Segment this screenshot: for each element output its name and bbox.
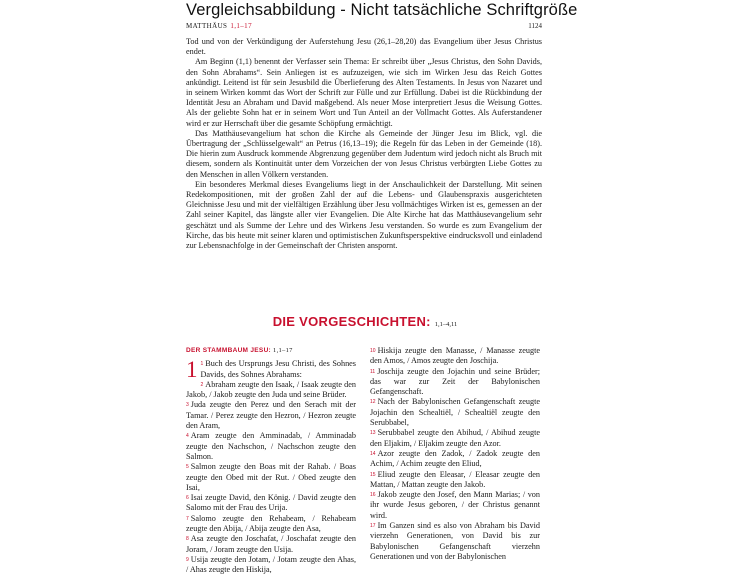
verse-number: 13	[370, 430, 376, 437]
verse-number: 7	[186, 515, 189, 522]
verse-text: Buch des Ursprungs Jesu Christi, des Sohnes Davids, des Sohnes Abrahams:	[200, 359, 356, 379]
page-number: 1124	[528, 22, 542, 30]
running-head-book: MATTHÄUS 1,1–17	[186, 22, 252, 30]
verse-number: 9	[186, 556, 189, 563]
verse-number: 8	[186, 536, 189, 543]
section-title: DIE VORGESCHICHTEN:	[272, 314, 431, 329]
introduction-text	[186, 37, 542, 251]
verse	[186, 555, 356, 576]
verse-text: Azor zeugte den Zadok, / Zadok zeugte den Achim, / Achim zeugte den Eliud,	[370, 448, 540, 469]
verse	[186, 400, 356, 431]
verse-text: Nach der Babylonischen Gefangenschaft zeugte Jojachin den Schealtiël, / Schealtiël zeugte den Serubbabel,	[370, 397, 540, 428]
verse-number: 3	[186, 402, 189, 409]
comparison-banner: Vergleichsabbildung - Nicht tatsächliche Schriftgröße	[186, 1, 578, 19]
intro-paragraph: Am Beginn (1,1) benennt der Verfasser sein Thema: Er schreibt über „Jesus Christus, den Sohn Davids, den Sohn Abrahams“. Sein Anliegen ist es aufzuzeigen, wie sich im Wirken Jesu das Reich Gottes ankündigt. Leitend ist für sein Jesusbild die Überlieferung des Alten Testaments. In Jesus von Nazaret und in seinem Wirken kommt das Wort der Schrift zur Fülle und zur Erfüllung. Dabei ist die Rückbindung der Identität Jesu an Abraham und David maßgebend. Als neuer Mose interpretiert Jesus die Weisung Gottes. Als der geliebte Sohn hat er in seinem Wort und Tun Anteil an der Vollmacht Gottes. Als Auferstandener wird er zur Herrschaft über die gesamte Schöpfung ermächtigt.	[186, 57, 542, 128]
chapter-number: 1	[186, 357, 198, 383]
verse-text: Salomo zeugte den Rehabeam, / Rehabeam zeugte den Abija, / Abija zeugte den Asa,	[186, 513, 356, 534]
verse	[370, 346, 540, 367]
verse-text: Eliud zeugte den Eleasar, / Eleasar zeugte den Mattan, / Mattan zeugte den Jakob.	[370, 469, 540, 489]
intro-paragraph: Tod und von der Verkündigung der Auferstehung Jesu (26,1–28,20) das Evangelium über Jesus Christus endet.	[186, 37, 542, 57]
verse-text: Salmon zeugte den Boas mit der Rahab. / Boas zeugte den Obed mit der Rut. / Obed zeugte den Isai,	[186, 462, 356, 492]
section-heading	[0, 314, 730, 329]
verse-text: Aram zeugte den Amminadab, / Amminadab zeugte den Nachschon, / Nachschon zeugte den Salmon.	[186, 431, 356, 461]
verse-text: Joschija zeugte den Jojachin und seine Brüder; das war zur Zeit der Babylonischen Gefangenschaft.	[370, 366, 540, 397]
verse-text: Jakob zeugte den Josef, den Mann Marias; / von ihr wurde Jesus geboren, / der Christus genannt wird.	[370, 490, 540, 520]
verse	[186, 431, 356, 462]
verse-number: 15	[370, 471, 376, 478]
pericope-title: DER STAMMBAUM JESU:	[186, 347, 272, 354]
verse-text: Abraham zeugte den Isaak, / Isaak zeugte den Jakob, / Jakob zeugte den Juda und seine Brüder.	[186, 379, 356, 400]
verse-number: 10	[370, 348, 376, 354]
verse	[186, 380, 356, 401]
verse	[186, 534, 356, 555]
verse-text: Usija zeugte den Jotam, / Jotam zeugte den Ahas, / Ahas zeugte den Hiskija,	[186, 554, 356, 575]
verse-number: 14	[370, 450, 376, 457]
verse-number: 2	[200, 381, 204, 388]
verse-text: Asa zeugte den Joschafat, / Joschafat zeugte den Joram, / Joram zeugte den Usija.	[186, 534, 356, 554]
verse-text: Im Ganzen sind es also von Abraham bis David vierzehn Generationen, von David bis zur Babylonischen Gefangenschaft vierzehn Generationen und von der Babylonischen	[370, 521, 540, 561]
verse	[186, 514, 356, 535]
section-reference: 1,1–4,11	[434, 321, 458, 328]
verse-number: 4	[186, 433, 189, 440]
verse-text: Serubbabel zeugte den Abihud, / Abihud zeugte den Eljakim, / Eljakim zeugte den Azor.	[370, 428, 540, 448]
verse	[186, 462, 356, 493]
verse-number: 16	[370, 492, 376, 499]
intro-paragraph: Ein besonderes Merkmal dieses Evangeliums liegt in der Anschaulichkeit der Darstellung. Mit seinen Redekompositionen, mit der großen Zahl der auf die Lebens- und Glaubenspraxis ausgerichteten Gleichnisse Jesu und mit der vielfältigen Erzählung über Jesu vollmächtiges Wirken ist es, gemessen an der Zahl seiner Kapitel, das längste aller vier Evangelien. Die Alte Kirche hat das Matthäusevangelium sehr geschätzt und als Summe der Lehre und des Wirkens Jesu verstanden. So wurde es zum Evangelium der Kirche, das bis heute mit seiner klaren und optimistischen Zukunftsperspektive eindrucksvoll und einladend zur Lebensnachfolge in der Gemeinschaft der Christen anspornt.	[186, 179, 542, 251]
verse-number: 5	[186, 464, 189, 471]
verse	[370, 397, 540, 428]
scripture-column-right	[370, 346, 540, 562]
verse	[370, 449, 540, 470]
verse-text: Isai zeugte David, den König. / David zeugte den Salomo mit der Frau des Urija.	[186, 493, 356, 513]
intro-paragraph: Das Matthäusevangelium hat schon die Kirche als Gemeinde der Jünger Jesu im Blick, vgl. die Übertragung der „Schlüsselgewalt“ an Petrus (16,13–19); die Regeln für das Leben in der Gemeinde (18). Die hierin zum Ausdruck kommende Abgrenzung gegenüber dem Judentum wird jedoch nicht als Bruch mit diesem, sondern als Kontinuität unter dem Vorzeichen der von Jesus Christus verbürgten Liebe Gottes zu den Menschen in allen Völkern verstanden.	[186, 128, 542, 179]
running-head	[186, 22, 542, 33]
verse	[370, 367, 540, 398]
verse-number: 11	[370, 368, 376, 375]
verse	[186, 493, 356, 514]
scripture-column-left	[186, 346, 356, 576]
running-head-reference: 1,1–17	[230, 22, 252, 30]
verse	[370, 428, 540, 449]
verse	[370, 470, 540, 491]
verse-number: 6	[186, 495, 189, 502]
verse	[370, 490, 540, 521]
verse-number: 1	[200, 361, 204, 368]
pericope-reference: 1,1–17	[273, 347, 293, 354]
verse-text: Hiskija zeugte den Manasse, / Manasse zeugte den Amos, / Amos zeugte den Joschija.	[370, 346, 540, 366]
verse	[370, 521, 540, 562]
verse-number: 12	[370, 399, 376, 406]
pericope-heading	[186, 346, 356, 356]
verse-number: 17	[370, 523, 376, 530]
verse	[186, 357, 356, 383]
verse-text: Juda zeugte den Perez und den Serach mit der Tamar. / Perez zeugte den Hezron, / Hezron zeugte den Aram,	[186, 400, 356, 431]
